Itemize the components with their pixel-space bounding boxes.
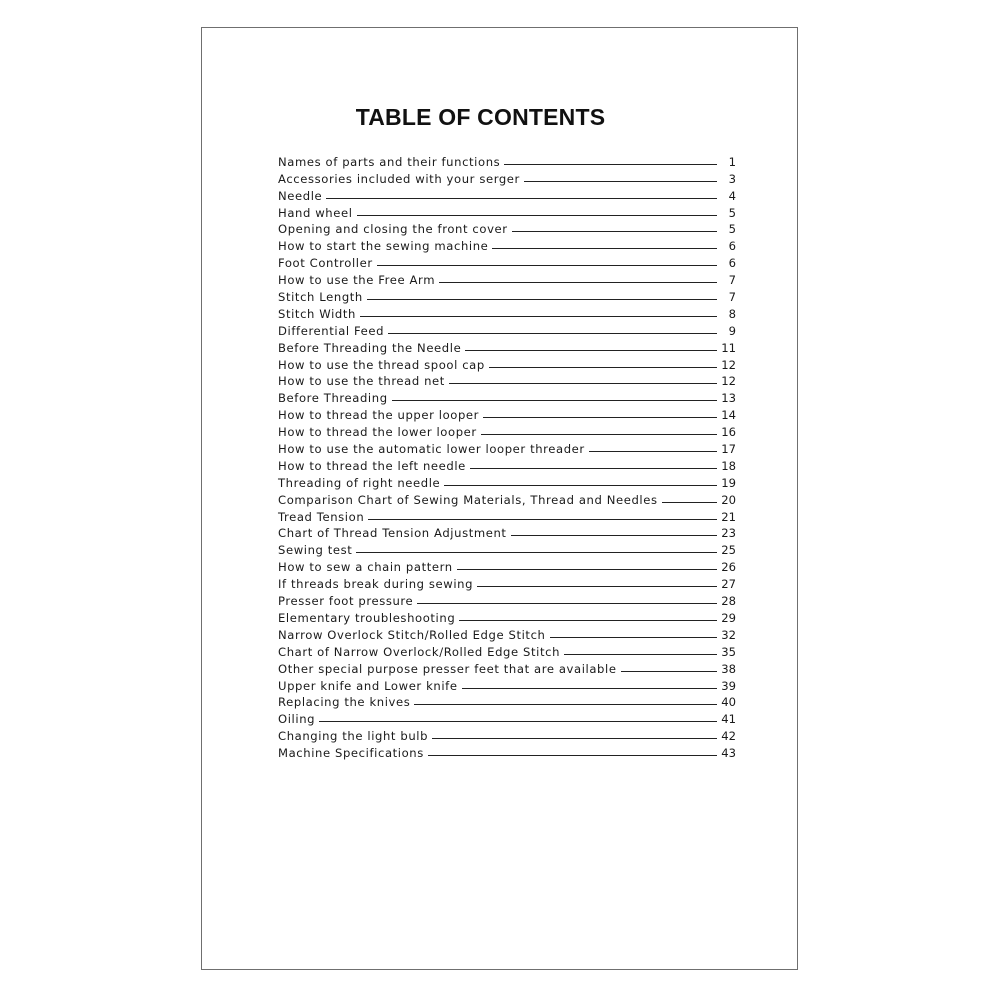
toc-entry-page-number: 17 bbox=[721, 442, 736, 457]
toc-entry-label: Machine Specifications bbox=[278, 746, 424, 761]
toc-entry-page-number: 25 bbox=[721, 543, 736, 558]
toc-leader-line bbox=[357, 215, 717, 216]
toc-entry-label: Chart of Narrow Overlock/Rolled Edge Stitch bbox=[278, 644, 561, 659]
toc-leader-line bbox=[377, 265, 717, 266]
toc-entry bbox=[278, 152, 736, 169]
toc-entry bbox=[278, 540, 736, 557]
toc-entry-label: Replacing the knives bbox=[278, 695, 411, 710]
toc-entry bbox=[278, 422, 736, 439]
toc-entry-page-number: 20 bbox=[721, 492, 736, 507]
toc-entry-page-number: 28 bbox=[721, 594, 736, 609]
toc-entry-page-number: 27 bbox=[721, 577, 736, 592]
toc-leader-line bbox=[459, 620, 717, 621]
toc-entry bbox=[278, 456, 736, 473]
toc-entry-page-number: 12 bbox=[721, 357, 736, 372]
toc-entry-label: How to sew a chain pattern bbox=[278, 560, 453, 575]
toc-entry-page-number: 3 bbox=[728, 171, 736, 186]
toc-entry bbox=[278, 186, 736, 203]
toc-entry-page-number: 18 bbox=[721, 458, 736, 473]
toc-entry-page-number: 43 bbox=[721, 746, 736, 761]
toc-entry-label: Differential Feed bbox=[278, 323, 385, 338]
toc-leader-line bbox=[662, 502, 717, 503]
toc-entry-page-number: 12 bbox=[721, 374, 736, 389]
toc-leader-line bbox=[356, 552, 717, 553]
toc-entry bbox=[278, 676, 736, 693]
toc-entry bbox=[278, 203, 736, 220]
toc-leader-line bbox=[589, 451, 717, 452]
toc-entry bbox=[278, 693, 736, 710]
toc-entry-page-number: 32 bbox=[721, 627, 736, 642]
toc-entry-page-number: 13 bbox=[721, 391, 736, 406]
toc-entry-page-number: 21 bbox=[721, 509, 736, 524]
toc-entry bbox=[278, 355, 736, 372]
toc-entry bbox=[278, 473, 736, 490]
toc-leader-line bbox=[432, 738, 717, 739]
toc-entry-label: How to use the Free Arm bbox=[278, 273, 436, 288]
toc-entry-page-number: 40 bbox=[721, 695, 736, 710]
toc-entry-page-number: 39 bbox=[721, 678, 736, 693]
toc-entry-label: If threads break during sewing bbox=[278, 577, 474, 592]
toc-leader-line bbox=[524, 181, 717, 182]
toc-entry-page-number: 5 bbox=[728, 205, 736, 220]
toc-entry-label: Threading of right needle bbox=[278, 475, 441, 490]
toc-leader-line bbox=[388, 333, 717, 334]
toc-entry-label: Stitch Width bbox=[278, 306, 356, 321]
toc-entry bbox=[278, 169, 736, 186]
toc-leader-line bbox=[511, 535, 717, 536]
toc-entry-label: Upper knife and Lower knife bbox=[278, 678, 458, 693]
toc-entry-page-number: 4 bbox=[728, 188, 736, 203]
toc-entry-label: Sewing test bbox=[278, 543, 353, 558]
toc-entry-page-number: 6 bbox=[728, 256, 736, 271]
toc-entry bbox=[278, 743, 736, 760]
toc-entry-page-number: 8 bbox=[728, 306, 736, 321]
toc-entry-label: Chart of Thread Tension Adjustment bbox=[278, 526, 507, 541]
toc-leader-line bbox=[550, 637, 718, 638]
toc-entry-page-number: 5 bbox=[728, 222, 736, 237]
toc-entry bbox=[278, 372, 736, 389]
toc-leader-line bbox=[457, 569, 717, 570]
toc-entry-page-number: 41 bbox=[721, 712, 736, 727]
toc-entry bbox=[278, 490, 736, 507]
toc-entry bbox=[278, 439, 736, 456]
toc-leader-line bbox=[470, 468, 717, 469]
toc-leader-line bbox=[417, 603, 717, 604]
toc-entry-label: Foot Controller bbox=[278, 256, 373, 271]
toc-entry-label: Elementary troubleshooting bbox=[278, 610, 456, 625]
toc-entry-label: How to start the sewing machine bbox=[278, 239, 489, 254]
toc-entry-label: Needle bbox=[278, 188, 323, 203]
table-of-contents bbox=[278, 152, 736, 760]
toc-entry-page-number: 11 bbox=[721, 340, 736, 355]
toc-entry bbox=[278, 236, 736, 253]
toc-entry-label: Accessories included with your serger bbox=[278, 171, 520, 186]
toc-entry bbox=[278, 321, 736, 338]
toc-leader-line bbox=[481, 434, 717, 435]
toc-entry-page-number: 14 bbox=[721, 408, 736, 423]
toc-leader-line bbox=[414, 704, 717, 705]
toc-leader-line bbox=[465, 350, 717, 351]
toc-entry-label: Before Threading the Needle bbox=[278, 340, 462, 355]
toc-entry bbox=[278, 287, 736, 304]
toc-entry-label: Names of parts and their functions bbox=[278, 154, 501, 169]
toc-entry-label: How to use the automatic lower looper threader bbox=[278, 442, 585, 457]
toc-leader-line bbox=[483, 417, 717, 418]
toc-entry-label: Presser foot pressure bbox=[278, 594, 414, 609]
toc-entry-page-number: 26 bbox=[721, 560, 736, 575]
toc-entry-page-number: 35 bbox=[721, 644, 736, 659]
toc-entry bbox=[278, 642, 736, 659]
toc-entry bbox=[278, 557, 736, 574]
toc-entry-page-number: 9 bbox=[728, 323, 736, 338]
toc-entry-page-number: 16 bbox=[721, 425, 736, 440]
toc-leader-line bbox=[489, 367, 717, 368]
toc-entry-label: Before Threading bbox=[278, 391, 388, 406]
toc-entry-page-number: 7 bbox=[728, 290, 736, 305]
toc-entry bbox=[278, 608, 736, 625]
toc-entry bbox=[278, 220, 736, 237]
toc-entry bbox=[278, 524, 736, 541]
toc-entry-label: How to thread the lower looper bbox=[278, 425, 477, 440]
toc-leader-line bbox=[449, 383, 717, 384]
toc-leader-line bbox=[326, 198, 717, 199]
toc-entry bbox=[278, 574, 736, 591]
toc-entry bbox=[278, 338, 736, 355]
toc-leader-line bbox=[367, 299, 717, 300]
toc-leader-line bbox=[439, 282, 717, 283]
toc-entry bbox=[278, 388, 736, 405]
toc-entry-label: Hand wheel bbox=[278, 205, 353, 220]
toc-leader-line bbox=[504, 164, 717, 165]
toc-entry bbox=[278, 659, 736, 676]
toc-leader-line bbox=[392, 400, 717, 401]
toc-entry-label: Tread Tension bbox=[278, 509, 365, 524]
toc-entry bbox=[278, 270, 736, 287]
toc-leader-line bbox=[368, 519, 717, 520]
toc-entry-page-number: 7 bbox=[728, 273, 736, 288]
toc-entry bbox=[278, 591, 736, 608]
toc-leader-line bbox=[512, 231, 717, 232]
toc-leader-line bbox=[360, 316, 717, 317]
toc-entry-label: How to use the thread spool cap bbox=[278, 357, 485, 372]
toc-entry bbox=[278, 405, 736, 422]
toc-entry bbox=[278, 304, 736, 321]
toc-entry-page-number: 23 bbox=[721, 526, 736, 541]
toc-entry-label: How to thread the upper looper bbox=[278, 408, 480, 423]
toc-entry-label: Oiling bbox=[278, 712, 316, 727]
toc-leader-line bbox=[492, 248, 717, 249]
toc-entry bbox=[278, 726, 736, 743]
toc-leader-line bbox=[477, 586, 717, 587]
toc-entry-label: Narrow Overlock Stitch/Rolled Edge Stitch bbox=[278, 627, 546, 642]
toc-entry-label: Comparison Chart of Sewing Materials, Thread and Needles bbox=[278, 492, 658, 507]
toc-leader-line bbox=[319, 721, 717, 722]
toc-entry-label: Changing the light bulb bbox=[278, 729, 429, 744]
page-title: TABLE OF CONTENTS bbox=[355, 104, 606, 130]
document-page bbox=[201, 27, 798, 970]
toc-entry-label: Other special purpose presser feet that are available bbox=[278, 661, 617, 676]
toc-entry bbox=[278, 625, 736, 642]
toc-leader-line bbox=[462, 688, 717, 689]
toc-entry-page-number: 29 bbox=[721, 610, 736, 625]
toc-entry bbox=[278, 709, 736, 726]
toc-entry bbox=[278, 507, 736, 524]
toc-entry-label: Opening and closing the front cover bbox=[278, 222, 508, 237]
toc-leader-line bbox=[444, 485, 717, 486]
toc-entry-page-number: 6 bbox=[728, 239, 736, 254]
toc-leader-line bbox=[564, 654, 717, 655]
toc-entry-page-number: 1 bbox=[728, 154, 736, 169]
toc-entry-page-number: 42 bbox=[721, 729, 736, 744]
toc-entry-label: How to use the thread net bbox=[278, 374, 445, 389]
toc-leader-line bbox=[621, 671, 717, 672]
toc-entry-page-number: 19 bbox=[721, 475, 736, 490]
toc-leader-line bbox=[428, 755, 717, 756]
toc-entry-label: Stitch Length bbox=[278, 290, 363, 305]
toc-entry-page-number: 38 bbox=[721, 661, 736, 676]
toc-entry-label: How to thread the left needle bbox=[278, 458, 466, 473]
toc-entry bbox=[278, 253, 736, 270]
